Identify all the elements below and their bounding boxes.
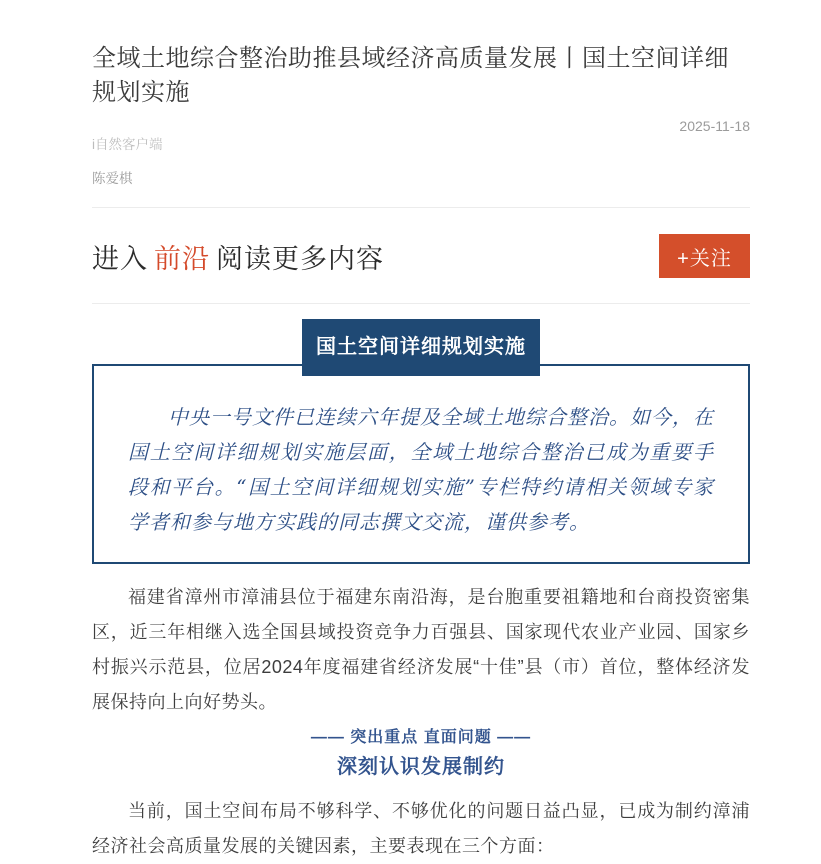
column-intro-text: 中央一号文件已连续六年提及全域土地综合整治。如今，在国土空间详细规划实施层面，全域土地综合整治已成为重要手段和平台。“国土空间详细规划实施”专栏特约请相关领域专家学者和参与地方实践的同志撰文交流，谨供参考。 (128, 405, 714, 534)
source-name: i自然客户端 (92, 137, 163, 152)
article-paragraph: 当前，国土空间布局不够科学、不够优化的问题日益凸显，已成为制约漳浦经济社会高质量发展的关键因素，主要表现在三个方面： (92, 801, 750, 856)
page-title: 全域土地综合整治助推县域经济高质量发展丨国土空间详细规划实施 (92, 45, 729, 106)
section-title: 深刻认识发展制约 (337, 756, 505, 778)
section-kicker: —— 突出重点 直面问题 —— (310, 729, 532, 746)
divider-follow-bar (92, 303, 750, 304)
follow-bar-text (92, 237, 384, 276)
publish-date: 2025-11-18 (679, 118, 750, 134)
column-intro-section (92, 336, 750, 564)
column-intro-box (92, 364, 750, 564)
divider-top (92, 207, 750, 208)
follow-text-suffix: 阅读更多内容 (216, 243, 384, 274)
follow-text-prefix: 进入 (92, 243, 148, 274)
column-badge: 国土空间详细规划实施 (302, 319, 540, 376)
follow-bar (92, 233, 750, 279)
follow-button[interactable]: +关注 (659, 234, 750, 278)
article-paragraph: 福建省漳州市漳浦县位于福建东南沿海，是台胞重要祖籍地和台商投资密集区，近三年相继入选全国县域投资竞争力百强县、国家现代农业产业园、国家乡村振兴示范县，位居2024年度福建省经济发展“十佳”县（市）首位，整体经济发展保持向上向好势头。 (92, 587, 750, 712)
author-name: 陈爱棋 (92, 171, 133, 186)
channel-link[interactable]: 前沿 (154, 243, 210, 274)
